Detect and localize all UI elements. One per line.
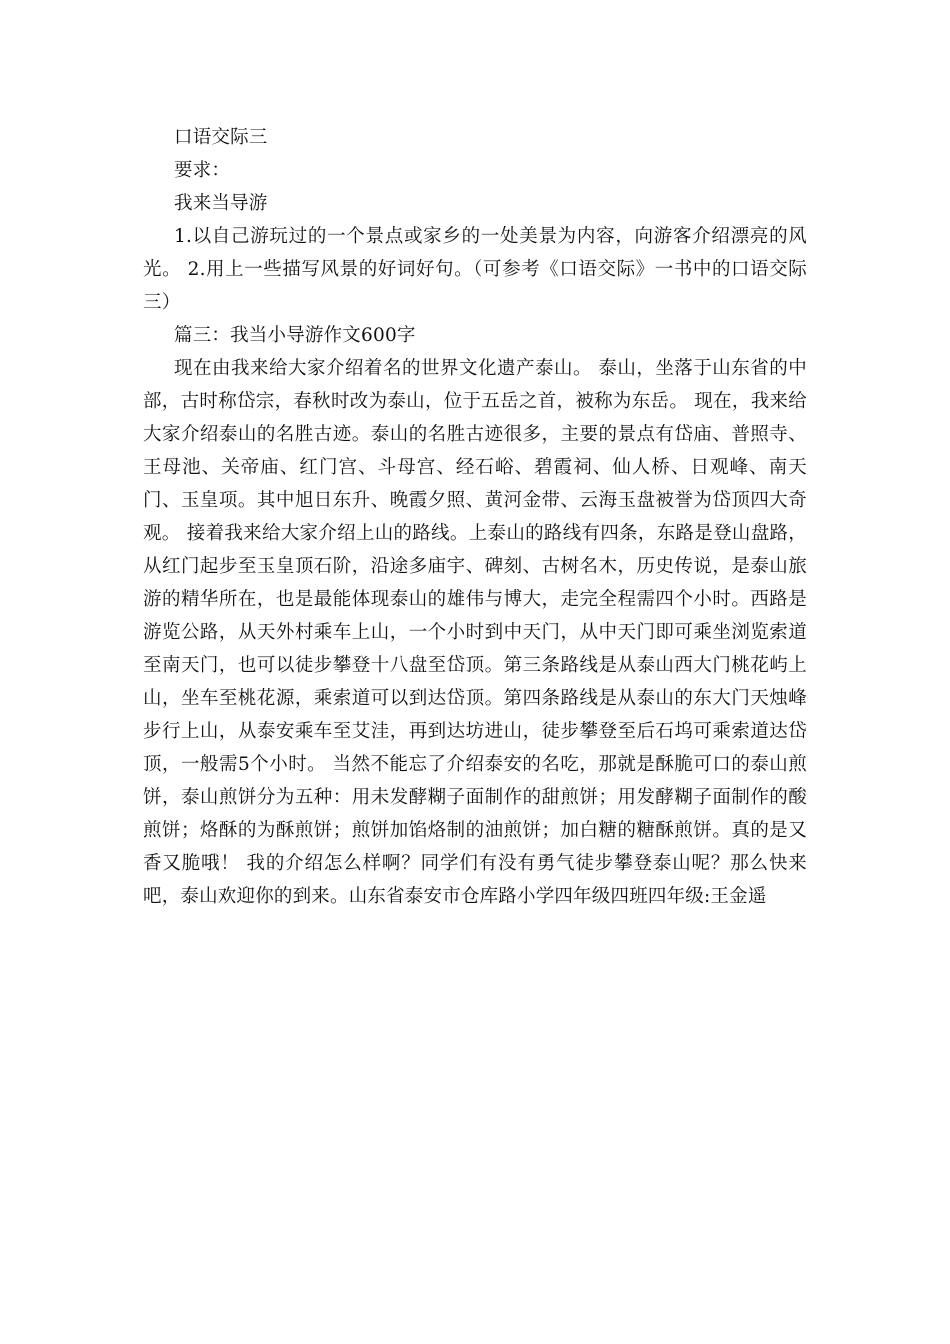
essay-paragraph: 现在由我来给大家介绍着名的世界文化遗产泰山。 泰山，坐落于山东省的中部，古时称岱宗，春秋时改为泰山，位于五岳之首，被称为东岳。 现在，我来给大家介绍泰山的名胜古迹。泰山的名胜古迹很多，主要的景点有岱庙、普照寺、王母池、关帝庙、红门宫、斗母宫、经石峪、碧霞祠、仙人桥、日观峰、南天门、玉皇项。其中旭日东升、晚霞夕照、黄河金带、云海玉盘被誉为岱顶四大奇观。 接着我来给大家介绍上山的路线。上泰山的路线有四条，东路是登山盘路，从红门起步至玉皇顶石阶，沿途多庙宇、碑刻、古树名木，历史传说，是泰山旅游的精华所在，也是最能体现泰山的雄伟与博大，走完全程需四个小时。西路是游览公路，从天外村乘车上山，一个小时到中天门，从中天门即可乘坐浏览索道至南天门，也可以徒步攀登十八盘至岱顶。第三条路线是从泰山西大门桃花屿上山，坐车至桃花源，乘索道可以到达岱顶。第四条路线是从泰山的东大门天烛峰步行上山，从泰安乘车至艾洼，再到达坊进山，徒步攀登至后石坞可乘索道达岱顶，一般需5个小时。 当然不能忘了介绍泰安的名吃，那就是酥脆可口的泰山煎饼，泰山煎饼分为五种：用未发酵糊子面制作的甜煎饼；用发酵糊子面制作的酸煎饼；烙酥的为酥煎饼；煎饼加馅烙制的油煎饼；加白糖的糖酥煎饼。真的是又香又脆哦！ 我的介绍怎么样啊？同学们有没有勇气徒步攀登泰山呢？那么快来吧，泰山欢迎你的到来。山东省泰安市仓库路小学四年级四班四年级:王金遥 — [143, 358, 807, 907]
document-body — [143, 121, 807, 913]
topic-title: 我来当导游 — [174, 193, 268, 214]
section-title: 口语交际三 — [174, 127, 268, 148]
essay-heading: 篇三：我当小导游作文600字 — [174, 325, 416, 346]
requirement-label: 要求： — [174, 160, 231, 181]
instructions-paragraph: 1.以自己游玩过的一个景点或家乡的一处美景为内容，向游客介绍漂亮的风光。 2.用上一些描写风景的好词好句。（可参考《口语交际》一书中的口语交际三） — [143, 226, 807, 313]
